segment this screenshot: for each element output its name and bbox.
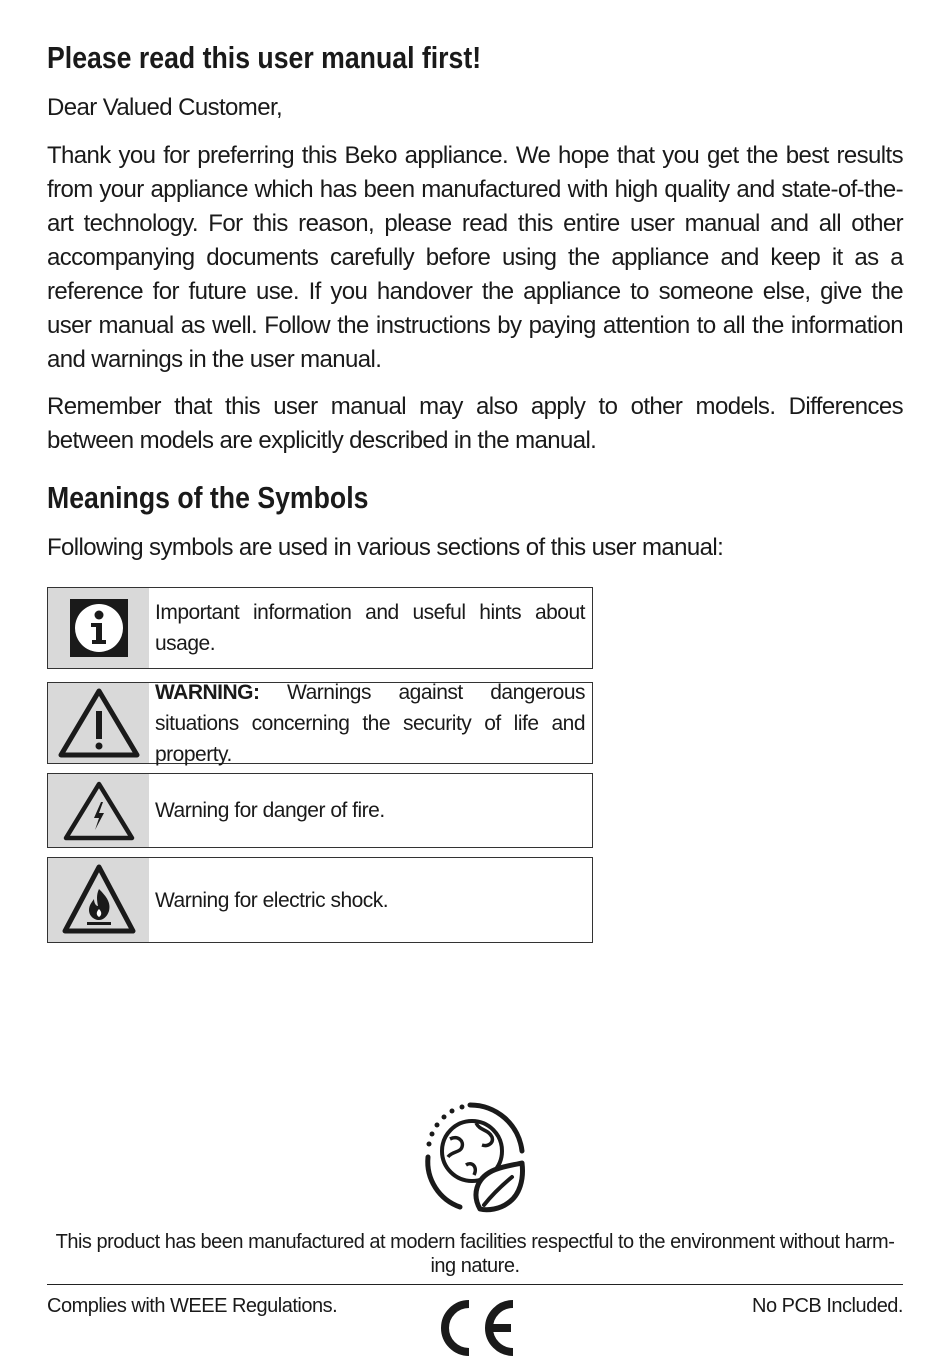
environment-statement: This product has been manufactured at modern facilities respectful to the environment without harm-ing nature. — [55, 1231, 895, 1277]
warning-exclamation-icon — [48, 683, 149, 763]
symbols-heading: Meanings of the Symbols — [47, 480, 369, 515]
footer-divider — [47, 1284, 903, 1285]
eco-globe-leaf-icon — [420, 1099, 530, 1226]
electric-shock-icon — [48, 774, 149, 847]
warning-text: Warnings against dangerous situations concerning the security of life and property. — [155, 680, 585, 766]
symbol-text: Warning for electric shock. — [155, 888, 389, 912]
intro-paragraph: Thank you for preferring this Beko appliance. We hope that you get the best results from your appliance which has been manufactured with high quality and state-of-the-art technology. For this reason, please read this entire user manual and all other accompanying documents carefully before using the appliance and keep it as a reference for future use. If you handover the appliance to someone else, give the user manual as well. Follow the instructions by paying attention to all the information and warnings in the user manual. — [47, 142, 903, 373]
symbol-row-warning — [47, 682, 593, 764]
symbol-row-info — [47, 587, 593, 669]
symbol-text: Important information and useful hints about usage. — [155, 601, 585, 655]
symbol-text — [149, 680, 592, 766]
ce-mark-icon — [431, 1298, 519, 1363]
page-title: Please read this user manual first! — [47, 40, 482, 75]
symbols-intro: Following symbols are used in various sections of this user manual: — [47, 534, 724, 561]
no-pcb-note: No PCB Included. — [752, 1295, 903, 1317]
salutation: Dear Valued Customer, — [47, 94, 283, 121]
symbol-row-fire — [47, 857, 593, 943]
symbol-row-electric — [47, 773, 593, 848]
info-icon — [48, 588, 149, 668]
fire-flame-icon — [48, 858, 149, 942]
models-note-paragraph: Remember that this user manual may also apply to other models. Differences between models are explicitly described in the manual. — [47, 393, 903, 454]
weee-compliance: Complies with WEEE Regulations. — [47, 1295, 338, 1317]
warning-label: WARNING: — [155, 680, 260, 704]
symbol-text: Warning for danger of fire. — [155, 799, 385, 822]
